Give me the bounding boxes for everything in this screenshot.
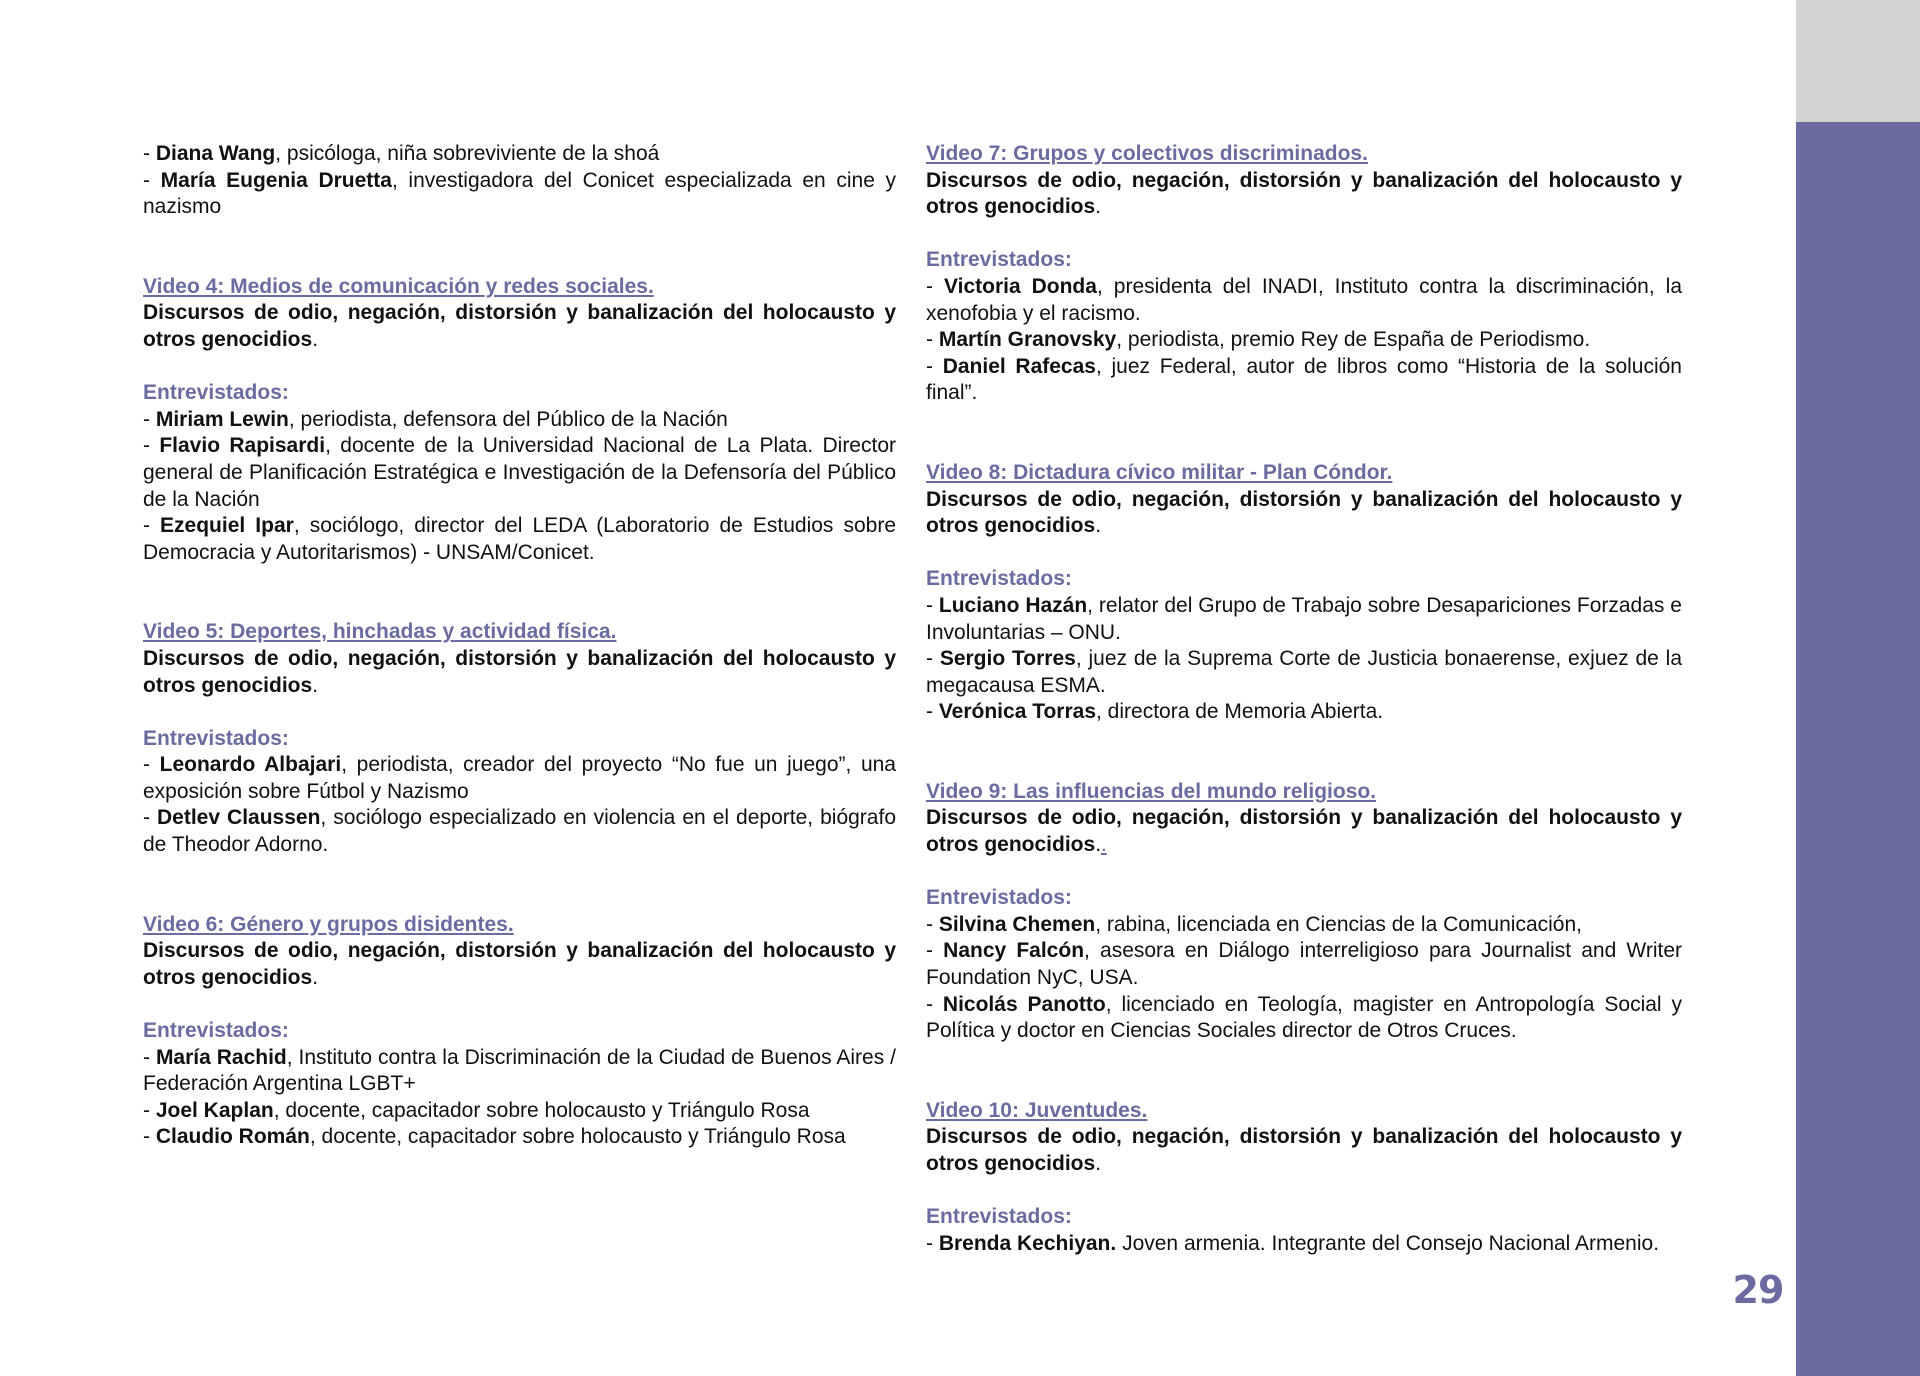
- person-entry: - María Eugenia Druetta, investigadora del Conicet especializada en cine y nazismo: [143, 168, 897, 219]
- video-subtitle: Discursos de odio, negación, distorsión y banalización del holocausto y otros genocidios..: [926, 806, 1682, 857]
- person-name: Luciano Hazán: [938, 593, 1088, 617]
- person-description: , periodista, defensora del Público de la Nación: [288, 407, 728, 431]
- person-name: Flavio Rapisardi: [159, 434, 326, 458]
- person-name: Victoria Donda: [943, 274, 1097, 298]
- person-entry: - Ezequiel Ipar, sociólogo, director del LEDA (Laboratorio de Estudios sobre Democracia y Autoritarismos) - UNSAM/Conicet.: [143, 514, 896, 564]
- person-entry: - Verónica Torras, directora de Memoria Abierta.: [926, 700, 1384, 724]
- person-description: , rabina, licenciada en Ciencias de la Comunicación,: [1095, 912, 1582, 936]
- person-description: , directora de Memoria Abierta.: [1096, 700, 1384, 724]
- person-entry: - Silvina Chemen, rabina, licenciada en Ciencias de la Comunicación,: [926, 912, 1582, 936]
- side-band-top: [1796, 0, 1920, 122]
- person-entry: - Detlev Claussen, sociólogo especializado en violencia en el deporte, biógrafo de Theodor Adorno.: [143, 806, 896, 857]
- video-subtitle: Discursos de odio, negación, distorsión y banalización del holocausto y otros genocidios.: [926, 168, 1682, 219]
- person-entry: - Joel Kaplan, docente, capacitador sobre holocausto y Triángulo Rosa: [143, 1098, 810, 1122]
- person-description: , Instituto contra la Discriminación de la Ciudad de Buenos Aires / Federación Argentina LGBT+: [143, 1045, 896, 1096]
- person-entry: - Claudio Román, docente, capacitador sobre holocausto y Triángulo Rosa: [143, 1125, 846, 1149]
- person-entry: - Nancy Falcón, asesora en Diálogo interreligioso para Journalist and Writer Foundation NyC, USA.: [926, 939, 1683, 990]
- person-name: Detlev Claussen: [157, 806, 321, 830]
- person-description: , docente, capacitador sobre holocausto y Triángulo Rosa: [273, 1098, 810, 1122]
- video-title-link[interactable]: Video 5: Deportes, hinchadas y actividad física.: [143, 620, 617, 644]
- person-description: , psicóloga, niña sobreviviente de la shoá: [275, 142, 660, 165]
- person-name: Diana Wang: [155, 142, 276, 165]
- video-subtitle: Discursos de odio, negación, distorsión y banalización del holocausto y otros genocidios.: [143, 646, 896, 697]
- person-name: Sergio Torres: [939, 647, 1076, 671]
- video-title-link[interactable]: Video 9: Las influencias del mundo religioso.: [926, 779, 1377, 803]
- interviewees-label: Entrevistados:: [926, 886, 1072, 910]
- left-column: [143, 141, 896, 1151]
- person-description: , periodista, creador del proyecto “No fue un juego”, una exposición sobre Fútbol y Nazismo: [143, 753, 896, 803]
- person-entry: - María Rachid, Instituto contra la Discriminación de la Ciudad de Buenos Aires / Federación Argentina LGBT+: [143, 1045, 896, 1096]
- person-description: , sociólogo, director del LEDA (Laboratorio de Estudios sobre Democracia y Autoritarismos) - UNSAM/Conicet.: [143, 514, 896, 564]
- video-subtitle: Discursos de odio, negación, distorsión y banalización del holocausto y otros genocidios.: [926, 487, 1682, 538]
- person-name: Claudio Román: [155, 1125, 310, 1149]
- person-description: , juez de la Suprema Corte de Justicia bonaerense, exjuez de la megacausa ESMA.: [926, 647, 1683, 697]
- person-description: , docente, capacitador sobre holocausto y Triángulo Rosa: [309, 1125, 846, 1149]
- person-description: , investigadora del Conicet especializada en cine y nazismo: [143, 168, 897, 219]
- person-description: , periodista, premio Rey de España de Periodismo.: [1116, 328, 1591, 352]
- person-name: María Eugenia Druetta: [160, 168, 392, 192]
- person-name: Martín Granovsky: [938, 328, 1117, 352]
- person-entry: - Martín Granovsky, periodista, premio Rey de España de Periodismo.: [926, 328, 1591, 352]
- person-entry: - Sergio Torres, juez de la Suprema Corte de Justicia bonaerense, exjuez de la megacausa ESMA.: [926, 647, 1683, 697]
- person-name: Ezequiel Ipar: [160, 514, 294, 538]
- person-entry: - Daniel Rafecas, juez Federal, autor de libros como “Historia de la solución final”.: [926, 354, 1682, 405]
- person-name: Silvina Chemen: [938, 912, 1096, 936]
- person-description: , juez Federal, autor de libros como “Historia de la solución final”.: [926, 354, 1682, 405]
- interviewees-label: Entrevistados:: [926, 1205, 1072, 1229]
- person-description: Joven armenia. Integrante del Consejo Nacional Armenio.: [1116, 1231, 1660, 1255]
- page-number: 29: [1732, 1268, 1784, 1312]
- right-column: [926, 141, 1682, 1257]
- person-name: Miriam Lewin: [155, 407, 289, 431]
- person-description: , licenciado en Teología, magister en Antropología Social y Política y doctor en Ciencias Sociales director de Otros Cruces.: [926, 992, 1682, 1043]
- person-name: Brenda Kechiyan.: [938, 1231, 1117, 1255]
- person-description: , sociólogo especializado en violencia en el deporte, biógrafo de Theodor Adorno.: [143, 806, 896, 857]
- video-title-link[interactable]: Video 4: Medios de comunicación y redes sociales.: [143, 274, 654, 298]
- person-name: Nicolás Panotto: [942, 992, 1106, 1016]
- video-section-6: [143, 912, 896, 1151]
- video-section-7: [926, 141, 1682, 407]
- video-title-link[interactable]: Video 10: Juventudes.: [926, 1098, 1148, 1122]
- video-section-5: [143, 619, 896, 858]
- interviewees-label: Entrevistados:: [143, 381, 289, 405]
- person-description: , presidenta del INADI, Instituto contra la discriminación, la xenofobia y el racismo.: [926, 274, 1683, 325]
- person-name: María Rachid: [155, 1045, 287, 1069]
- video-title-link[interactable]: Video 6: Género y grupos disidentes.: [143, 912, 514, 936]
- video-section-9: [926, 779, 1682, 1045]
- person-entry: - Leonardo Albajari, periodista, creador del proyecto “No fue un juego”, una exposición sobre Fútbol y Nazismo: [143, 753, 896, 803]
- person-name: Leonardo Albajari: [159, 753, 342, 777]
- video-section-4: [143, 274, 896, 567]
- person-entry: - Miriam Lewin, periodista, defensora del Público de la Nación: [143, 407, 728, 431]
- video-section-8: [926, 460, 1682, 726]
- person-description: , asesora en Diálogo interreligioso para Journalist and Writer Foundation NyC, USA.: [926, 939, 1683, 990]
- video-title-link[interactable]: Video 8: Dictadura cívico militar - Plan Cóndor.: [926, 460, 1393, 484]
- person-entry: - Brenda Kechiyan. Joven armenia. Integrante del Consejo Nacional Armenio.: [926, 1231, 1660, 1255]
- video-subtitle: Discursos de odio, negación, distorsión y banalización del holocausto y otros genocidios.: [143, 939, 896, 989]
- person-name: Daniel Rafecas: [942, 354, 1096, 378]
- person-entry: - Luciano Hazán, relator del Grupo de Trabajo sobre Desapariciones Forzadas e Involuntarias – ONU.: [926, 593, 1682, 644]
- interviewees-label: Entrevistados:: [926, 248, 1072, 272]
- person-entry: - Diana Wang, psicóloga, niña sobreviviente de la shoá: [143, 142, 660, 165]
- person-entry: - Nicolás Panotto, licenciado en Teología, magister en Antropología Social y Política y doctor en Ciencias Sociales director de Otros Cruces.: [926, 992, 1682, 1043]
- video-title-link[interactable]: Video 7: Grupos y colectivos discriminados.: [926, 142, 1368, 165]
- person-name: Verónica Torras: [938, 700, 1097, 724]
- person-description: , docente de la Universidad Nacional de La Plata. Director general de Planificación Estratégica e Investigación de la Defensoría del Público de la Nación: [143, 434, 896, 511]
- person-entry: - Victoria Donda, presidenta del INADI, Instituto contra la discriminación, la xenofobia y el racismo.: [926, 274, 1683, 325]
- interviewees-label: Entrevistados:: [143, 1019, 289, 1043]
- person-entry: - Flavio Rapisardi, docente de la Universidad Nacional de La Plata. Director general de Planificación Estratégica e Investigación de la Defensoría del Público de la Nación: [143, 434, 896, 511]
- interviewees-label: Entrevistados:: [143, 726, 289, 750]
- video-section-10: [926, 1098, 1682, 1258]
- side-band: [1796, 0, 1920, 1376]
- person-description: , relator del Grupo de Trabajo sobre Desapariciones Forzadas e Involuntarias – ONU.: [926, 593, 1682, 644]
- video-subtitle: Discursos de odio, negación, distorsión y banalización del holocausto y otros genocidios.: [926, 1125, 1682, 1175]
- subtitle-link-dot[interactable]: .: [1101, 833, 1107, 857]
- person-name: Nancy Falcón: [943, 939, 1085, 963]
- video-subtitle: Discursos de odio, negación, distorsión y banalización del holocausto y otros genocidios.: [143, 301, 896, 351]
- person-name: Joel Kaplan: [155, 1098, 274, 1122]
- interviewees-label: Entrevistados:: [926, 567, 1072, 591]
